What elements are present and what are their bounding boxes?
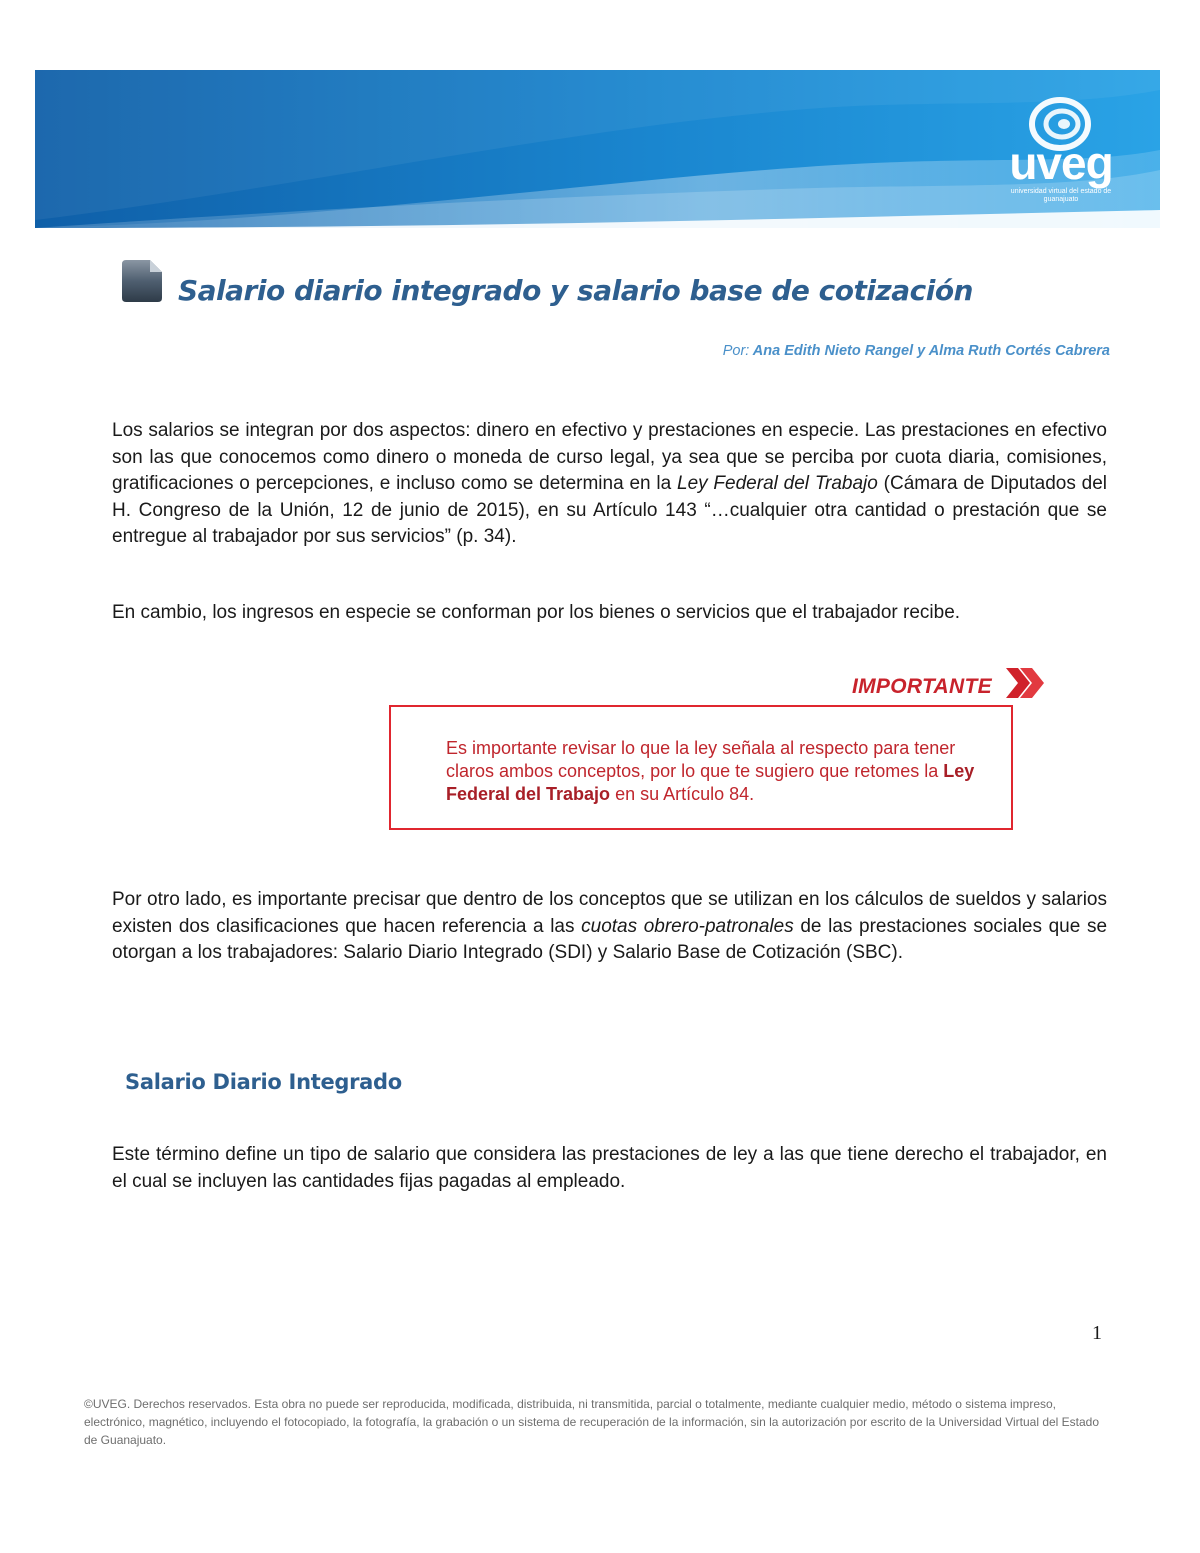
importante-label: IMPORTANTE bbox=[852, 675, 992, 698]
document-title: Salario diario integrado y salario base de cotización bbox=[178, 274, 973, 307]
paragraph-1-text-b: (Cámara de Diputados del H. Congreso de la Unión, 12 de junio de 2015), en su Artículo 143 “…cualquier otra cantidad o prestación que se entregue al trabajador por sus servicios” (p. 34). bbox=[112, 473, 1108, 547]
important-note-box bbox=[389, 705, 1013, 830]
paragraph-2: En cambio, los ingresos en especie se conforman por los bienes o servicios que el trabajador recibe. bbox=[112, 602, 961, 623]
authors-prefix: Por: bbox=[722, 343, 750, 359]
note-text-a: Es importante revisar lo que la ley señala al respecto para tener claros ambos conceptos, por lo que te sugiero que retomes la bbox=[446, 738, 956, 781]
page-number: 1 bbox=[1092, 1322, 1102, 1344]
law-title: Ley Federal del Trabajo bbox=[677, 473, 878, 494]
paragraph-1 bbox=[112, 418, 1107, 551]
paragraph-3-text-a: Por otro lado, es importante precisar que dentro de los conceptos que se utilizan en los cálculos de sueldos y salarios existen dos clasificaciones que hacen referencia a las bbox=[112, 889, 1107, 937]
double-arrow-icon bbox=[1004, 664, 1046, 702]
logo-wordmark: uveg bbox=[1009, 137, 1113, 189]
paragraph-4: Este término define un tipo de salario que considera las prestaciones de ley a las que tiene derecho el trabajador, en el cual se incluyen las cantidades fijas pagadas al empleado. bbox=[112, 1144, 1107, 1192]
important-note-text bbox=[446, 737, 986, 806]
paragraph-3 bbox=[112, 887, 1107, 967]
authors-names: Ana Edith Nieto Rangel y Alma Ruth Cortés Cabrera bbox=[752, 343, 1110, 359]
copyright-footer: ©UVEG. Derechos reservados. Esta obra no puede ser reproducida, modificada, distribuida, ni transmitida, parcial o totalmente, mediante cualquier medio, método o sistema impreso, electrónico, magnético, incluyendo el fotocopiado, la fotografía, la grabación o un sistema de recuperación de la información, sin la autorización por escrito de la Universidad Virtual del Estado de Guanajuato. bbox=[84, 1397, 1100, 1447]
paragraph-1-text-a: Los salarios se integran por dos aspectos: dinero en efectivo y prestaciones en especie. Las prestaciones en efectivo son las que conocemos como dinero o moneda de curso legal, ya sea que se perciba por cuota diaria, comisiones, gratificaciones o percepciones, e incluso como se determina en la bbox=[112, 420, 1107, 494]
paragraph-3-emphasis: cuotas obrero-patronales bbox=[581, 915, 794, 937]
header-banner bbox=[35, 70, 1160, 228]
logo-subtitle: universidad virtual del estado de guanajuato bbox=[1010, 188, 1112, 203]
authors-line bbox=[723, 343, 1110, 359]
note-text-b: en su Artículo 84. bbox=[610, 784, 755, 804]
section-heading: Salario Diario Integrado bbox=[125, 1070, 402, 1094]
note-law-title: Ley Federal del Trabajo bbox=[446, 761, 975, 804]
document-icon bbox=[120, 258, 164, 304]
paragraph-3-text-b: de las prestaciones sociales que se otorgan a los trabajadores: Salario Diario Integrado (SDI) y Salario Base de Cotización (SBC). bbox=[112, 915, 1108, 963]
